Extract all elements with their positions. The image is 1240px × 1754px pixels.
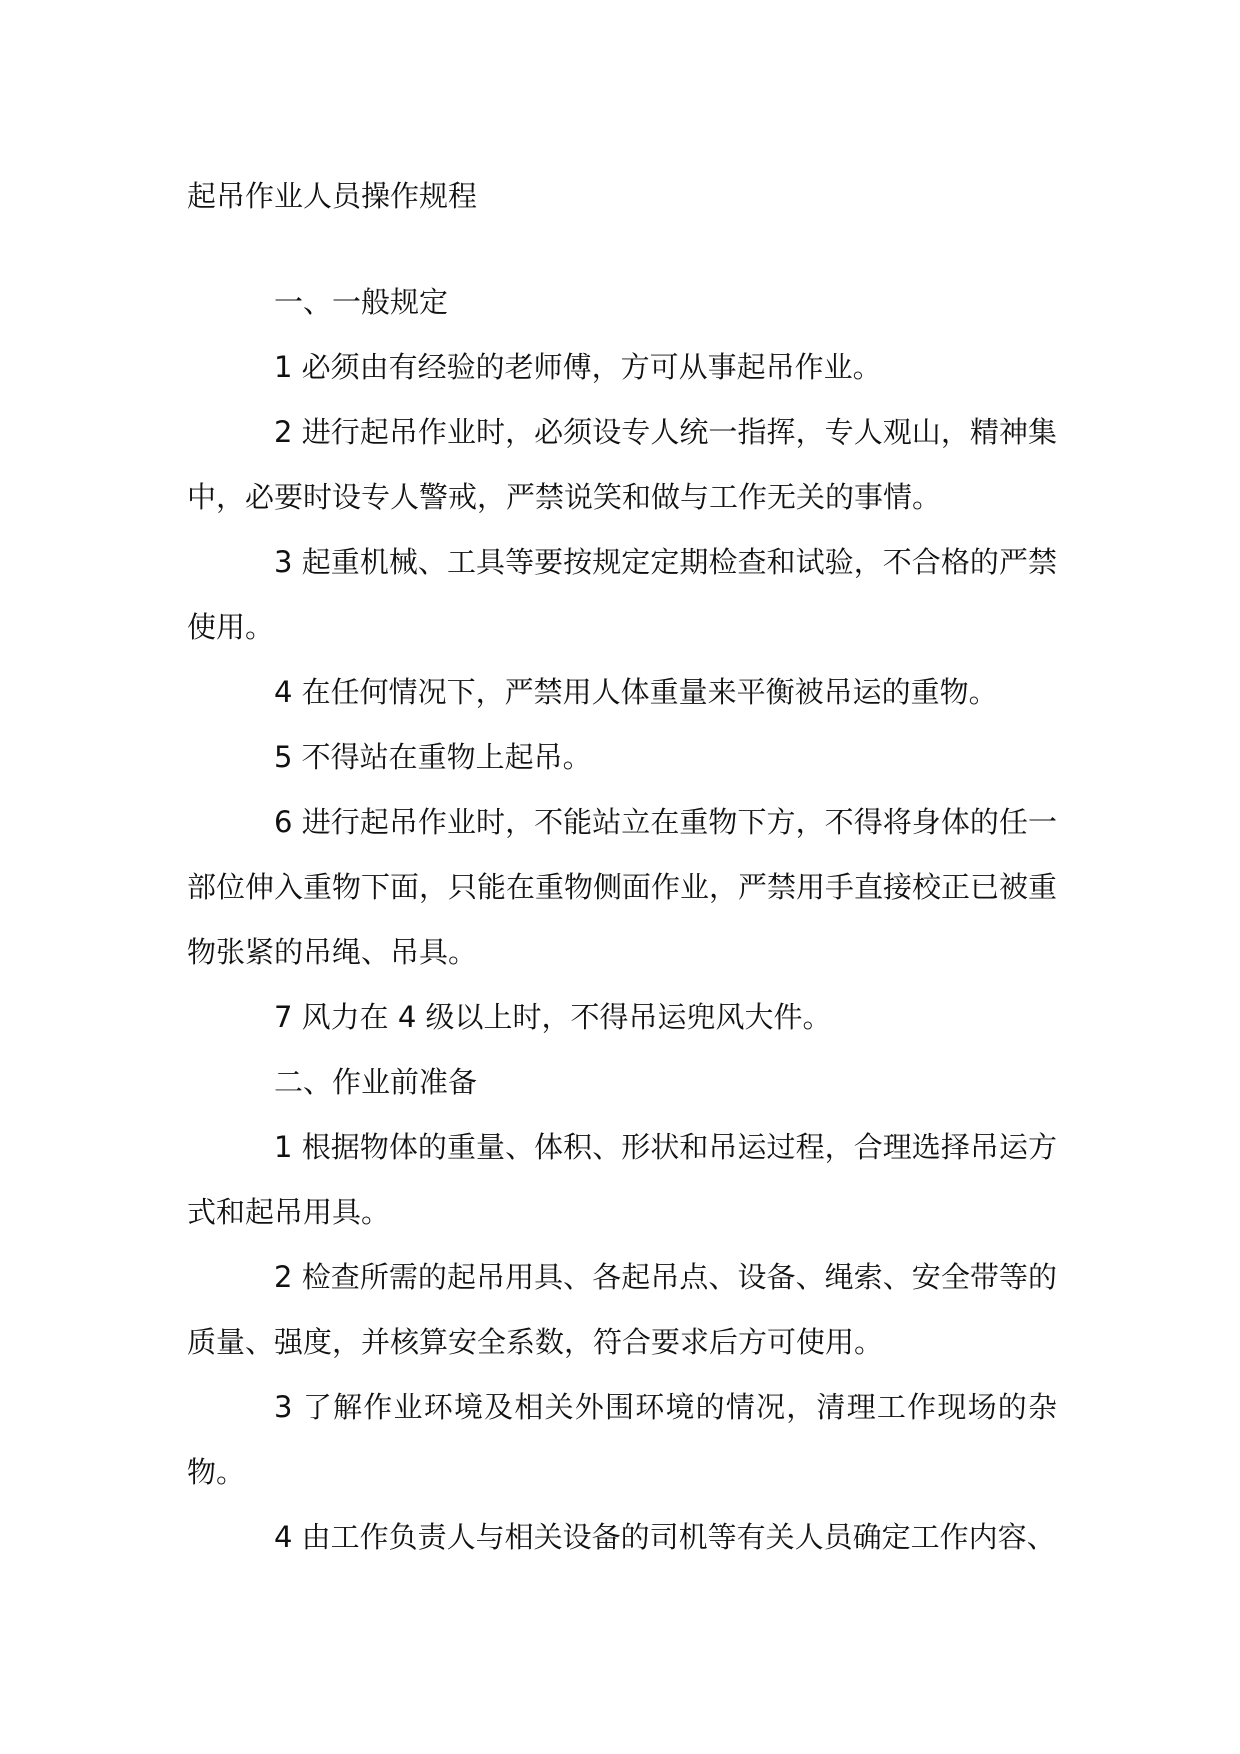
paragraph: 4 在任何情况下，严禁用人体重量来平衡被吊运的重物。 bbox=[274, 675, 998, 709]
paragraph: 7 风力在 4 级以上时，不得吊运兜风大件。 bbox=[274, 1000, 832, 1034]
document-title: 起吊作业人员操作规程 bbox=[187, 179, 478, 213]
paragraph: 1 根据物体的重量、体积、形状和吊运过程，合理选择吊运方式和起吊用具。 bbox=[187, 1130, 1057, 1229]
paragraph: 2 检查所需的起吊用具、各起吊点、设备、绳索、安全带等的质量、强度，并核算安全系数，符合要求后方可使用。 bbox=[187, 1260, 1057, 1359]
paragraph: 3 了解作业环境及相关外围环境的情况，清理工作现场的杂物。 bbox=[187, 1390, 1057, 1489]
paragraph: 2 进行起吊作业时，必须设专人统一指挥，专人观山，精神集中，必要时设专人警戒，严禁说笑和做与工作无关的事情。 bbox=[187, 415, 1057, 514]
paragraph: 4 由工作负责人与相关设备的司机等有关人员确定工作内容、 bbox=[274, 1520, 1056, 1554]
paragraph: 3 起重机械、工具等要按规定定期检查和试验，不合格的严禁使用。 bbox=[187, 545, 1057, 644]
paragraph: 5 不得站在重物上起吊。 bbox=[274, 740, 592, 774]
document-body bbox=[187, 270, 1057, 1570]
paragraph: 6 进行起吊作业时，不能站立在重物下方，不得将身体的任一部位伸入重物下面，只能在重物侧面作业，严禁用手直接校正已被重物张紧的吊绳、吊具。 bbox=[187, 805, 1058, 969]
section-heading-preparation: 二、作业前准备 bbox=[274, 1065, 478, 1099]
section-heading-general-rules: 一、一般规定 bbox=[274, 285, 449, 319]
paragraph: 1 必须由有经验的老师傅，方可从事起吊作业。 bbox=[274, 350, 882, 384]
